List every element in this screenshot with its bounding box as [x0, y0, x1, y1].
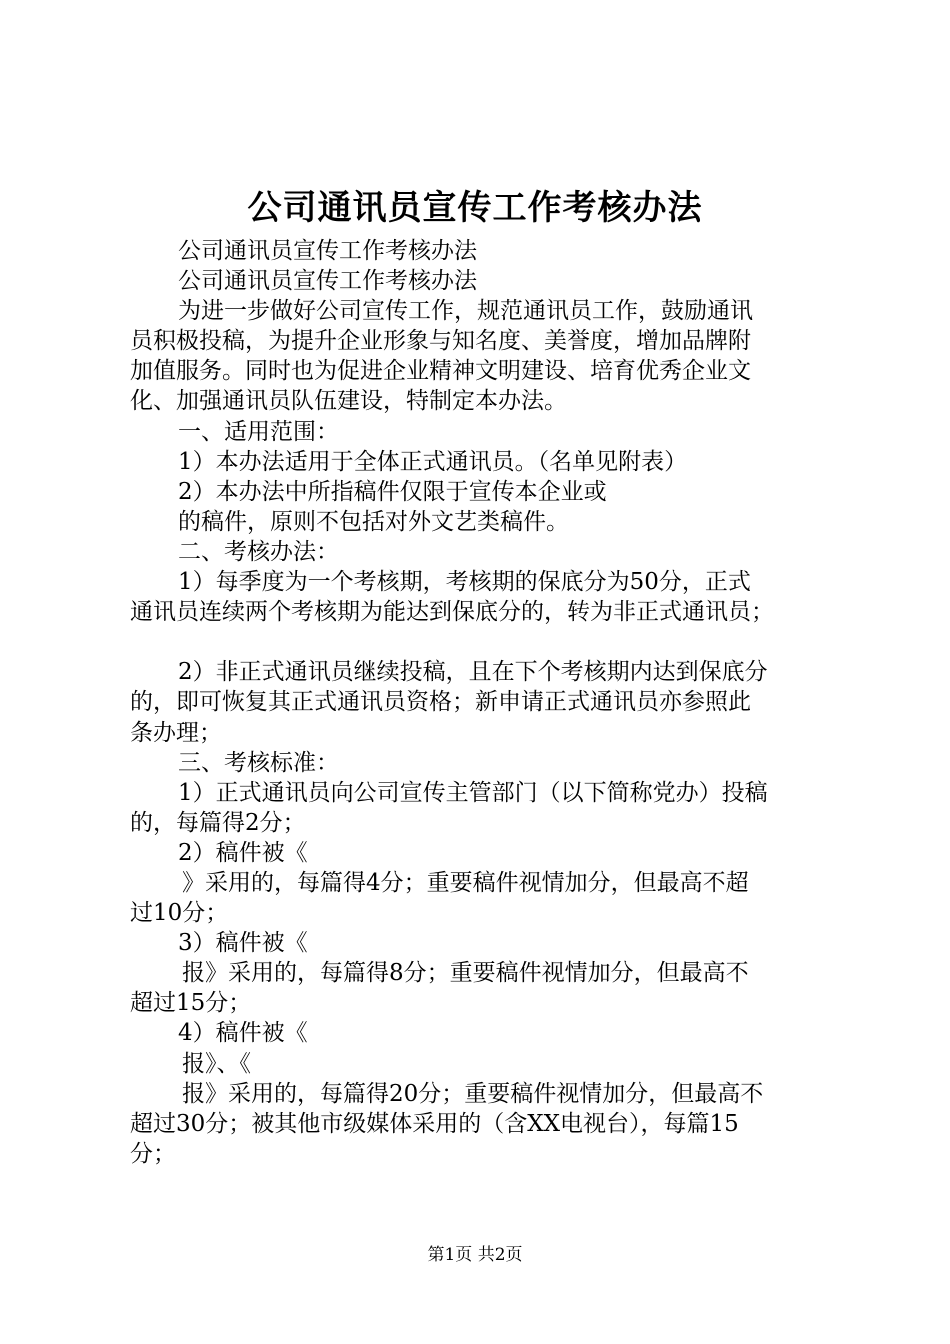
paragraph-line: 报》采用的，每篇得8分；重要稿件视情加分，但最高不 — [182, 960, 749, 987]
page-indicator: 第1页 共2页 — [427, 1245, 523, 1265]
paragraph-line: 通讯员连续两个考核期为能达到保底分的，转为非正式通讯员； — [130, 599, 774, 626]
document-title: 公司通讯员宣传工作考核办法 — [247, 188, 703, 228]
blank-line — [130, 627, 830, 657]
paragraph-line: 的稿件，原则不包括对外文艺类稿件。 — [178, 508, 569, 535]
paragraph-line: 条办理； — [130, 719, 222, 746]
paragraph-line: 公司通讯员宣传工作考核办法 — [178, 268, 477, 295]
paragraph-line: 2）稿件被《 — [178, 839, 308, 866]
section-heading: 一、适用范围： — [178, 418, 339, 445]
paragraph-line: 超过15分； — [130, 990, 252, 1017]
section-heading: 三、考核标准： — [178, 749, 339, 776]
paragraph-line: 过10分； — [130, 900, 229, 927]
paragraph-line: 的，每篇得2分； — [130, 809, 306, 836]
paragraph-line: 2）本办法中所指稿件仅限于宣传本企业或 — [178, 478, 607, 505]
paragraph-line: 2）非正式通讯员继续投稿，且在下个考核期内达到保底分 — [178, 659, 768, 686]
paragraph-line: 为进一步做好公司宣传工作，规范通讯员工作，鼓励通讯 — [178, 298, 753, 325]
paragraph-line: 报》采用的，每篇得20分；重要稿件视情加分，但最高不 — [182, 1080, 764, 1107]
paragraph-line: 员积极投稿，为提升企业形象与知名度、美誉度，增加品牌附 — [130, 328, 751, 355]
paragraph-line: 1）本办法适用于全体正式通讯员。（名单见附表） — [178, 448, 688, 475]
paragraph-line: 1）每季度为一个考核期，考核期的保底分为50分，正式 — [178, 569, 751, 596]
paragraph-line: 3）稿件被《 — [178, 930, 308, 957]
paragraph-line: 1）正式通讯员向公司宣传主管部门（以下简称党办）投稿 — [178, 779, 768, 806]
paragraph-line: 化、加强通讯员队伍建设，特制定本办法。 — [130, 388, 567, 415]
paragraph-line: 》采用的，每篇得4分；重要稿件视情加分，但最高不超 — [182, 869, 749, 896]
paragraph-line: 分； — [130, 1140, 176, 1167]
paragraph-line: 4）稿件被《 — [178, 1020, 308, 1047]
section-heading: 二、考核办法： — [178, 538, 339, 565]
paragraph-line: 加值服务。同时也为促进企业精神文明建设、培育优秀企业文 — [130, 358, 751, 385]
paragraph-line: 公司通讯员宣传工作考核办法 — [178, 238, 477, 264]
paragraph-line: 超过30分；被其他市级媒体采用的（含XX电视台），每篇15 — [130, 1110, 739, 1137]
document-body — [130, 236, 830, 1169]
paragraph-line: 报》、《 — [182, 1050, 251, 1077]
paragraph-line: 的，即可恢复其正式通讯员资格；新申请正式通讯员亦参照此 — [130, 689, 751, 716]
